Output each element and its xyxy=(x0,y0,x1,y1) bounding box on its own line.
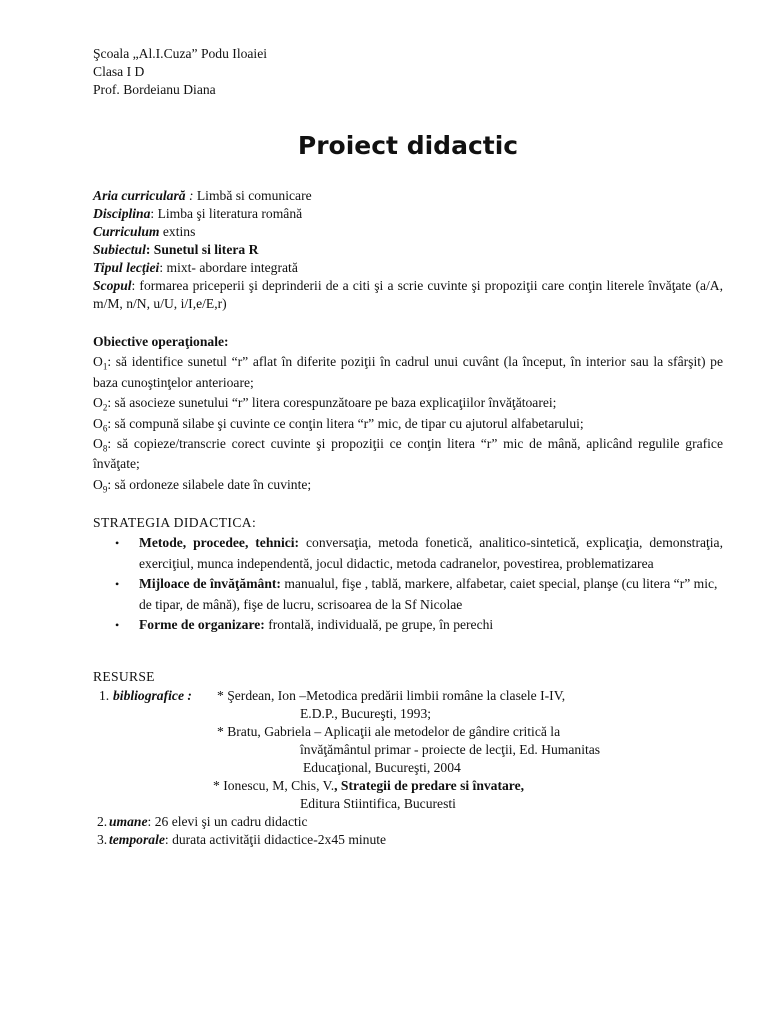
resources-heading: RESURSE xyxy=(93,669,155,684)
umane-row xyxy=(93,813,733,831)
objective-letter: O xyxy=(93,415,103,431)
objective-letter: O xyxy=(93,436,103,452)
tipul-value: : mixt- abordare integrată xyxy=(159,260,298,275)
class-name: Clasa I D xyxy=(93,64,145,79)
scopul-value: : formarea priceperii şi deprinderii de a citi şi a scrie cuvinte şi propoziţii care conţin literele învăţate (a/A, m/M, n/N, u/U, i/I,e/E,r) xyxy=(93,278,723,311)
disciplina-value: : Limba şi literatura română xyxy=(150,206,303,221)
umane-label: umane xyxy=(109,814,148,829)
strategy-item-text: frontală, individuală, pe grupe, în perechi xyxy=(264,617,494,633)
resources-section xyxy=(93,668,733,849)
bib-entry: Editura Stiintifica, Bucuresti xyxy=(300,796,456,811)
objective-text: : să ordoneze silabele date în cuvinte; xyxy=(107,476,312,492)
bib-title: , Strategii de predare si învatare, xyxy=(334,778,525,793)
bib-row xyxy=(93,795,733,813)
meta-disciplina xyxy=(93,205,723,223)
bullet-icon: • xyxy=(115,577,120,592)
curriculum-label: Curriculum xyxy=(93,224,160,239)
bib-entry xyxy=(213,777,524,795)
page-title: Proiect didactic xyxy=(297,131,519,160)
subiectul-label: Subiectul xyxy=(93,242,146,257)
bib-number: 1. xyxy=(99,688,110,703)
objectives-heading: Obiective operaţionale: xyxy=(93,334,229,349)
teacher-name: Prof. Bordeianu Diana xyxy=(93,82,216,97)
meta-aria xyxy=(93,187,723,205)
meta-scopul xyxy=(93,277,723,313)
bib-entry: * Bratu, Gabriela – Aplicaţii ale metodelor de gândire critică la xyxy=(217,724,561,739)
objective-text: : să identifice sunetul “r” aflat în diferite poziţii în cadrul unui cuvânt (la început, în interior sau la sfârşit) pe baza cunoştinţelor anterioare; xyxy=(93,354,723,390)
umane-text xyxy=(109,813,308,831)
strategy-item-text: manualul, fişe , tablă, markere, alfabetar, caiet special, planşe (cu litera “r” mic, de tipar, de mână), fişe de lucru, scrisoarea de la Sf Nicolae xyxy=(139,576,718,612)
objective-text: : să compună silabe şi cuvinte ce conţin litera “r” mic, de tipar cu ajutorul alfabetarului; xyxy=(107,415,584,431)
objective-letter: O xyxy=(93,354,103,370)
strategy-item-forms xyxy=(93,615,723,635)
objective-number: 6 xyxy=(102,423,108,434)
temporale-row xyxy=(93,831,733,849)
strategy-item-text: conversaţia, metoda fonetică, analitico-sintetică, explicaţia, demonstraţia, exerciţiul, munca independentă, jocul didactic, metoda cadranelor, povestirea, problematizarea xyxy=(139,535,723,571)
strategy-heading xyxy=(93,513,723,533)
objective-number: 2 xyxy=(102,402,108,413)
subiectul-value: : Sunetul si litera R xyxy=(145,242,259,257)
temporale-value: : durata activităţii didactice-2x45 minute xyxy=(164,832,387,847)
bib-row xyxy=(93,777,733,795)
objective-item xyxy=(93,475,723,495)
umane-value: : 26 elevi şi un cadru didactic xyxy=(147,814,308,829)
strategy-item-label: Metode, procedee, tehnici: xyxy=(139,535,300,551)
school-name: Şcoala „Al.I.Cuza” Podu Iloaiei xyxy=(93,46,268,61)
bullet-icon: • xyxy=(115,536,120,551)
umane-number: 2. xyxy=(97,814,108,829)
strategy-heading-colon: : xyxy=(252,515,257,530)
aria-value: Limbă si comunicare xyxy=(196,188,312,203)
bullet-icon: • xyxy=(115,618,120,633)
bib-row xyxy=(93,705,733,723)
objective-item xyxy=(93,352,723,393)
aria-sep: : xyxy=(185,188,197,203)
objectives-section xyxy=(93,332,723,495)
objective-item xyxy=(93,393,723,413)
meta-subiectul xyxy=(93,241,723,259)
scopul-label: Scopul xyxy=(93,278,132,293)
meta-curriculum xyxy=(93,223,723,241)
objective-item xyxy=(93,434,723,475)
objective-text: : să copieze/transcrie corect cuvinte şi propoziţii ce conţin litera “r” mic de mână, aplicând regulile grafice învăţate; xyxy=(93,436,723,472)
bib-row xyxy=(93,741,733,759)
temporale-text xyxy=(109,831,386,849)
bib-entry: Educaţional, Bucureşti, 2004 xyxy=(303,760,461,775)
disciplina-label: Disciplina xyxy=(93,206,151,221)
bib-label: bibliografice : xyxy=(113,688,192,703)
document-header xyxy=(93,45,267,99)
objective-number: 1 xyxy=(102,362,108,373)
strategy-item-label: Forme de organizare: xyxy=(139,617,265,633)
temporale-number: 3. xyxy=(97,832,108,847)
strategy-heading-text: STRATEGIA DIDACTICA xyxy=(93,515,253,530)
objective-text: : să asocieze sunetului “r” litera corespunzătoare pe baza explicaţiilor învăţătoarei; xyxy=(107,395,557,411)
strategy-item-means xyxy=(93,574,723,615)
tipul-label: Tipul lecţiei xyxy=(93,260,160,275)
objective-number: 9 xyxy=(102,484,108,495)
lesson-meta xyxy=(93,187,723,313)
objective-item xyxy=(93,414,723,434)
temporale-label: temporale xyxy=(109,832,165,847)
bib-author: * Ionescu, M, Chis, V. xyxy=(213,778,335,793)
bib-entry: * Şerdean, Ion –Metodica predării limbii române la clasele I-IV, xyxy=(217,688,566,703)
bib-row xyxy=(93,759,733,777)
bib-row xyxy=(93,723,733,741)
aria-label: Aria curriculară xyxy=(93,188,186,203)
curriculum-value: extins xyxy=(159,224,196,239)
objective-number: 8 xyxy=(102,443,108,454)
bib-entry: învăţământul primar - proiecte de lecţii, Ed. Humanitas xyxy=(300,742,601,757)
meta-tipul xyxy=(93,259,723,277)
bib-row xyxy=(93,687,733,705)
strategy-item-methods xyxy=(93,533,723,574)
objective-letter: O xyxy=(93,476,103,492)
strategy-item-label: Mijloace de învăţământ: xyxy=(139,576,281,592)
bib-entry: E.D.P., Bucureşti, 1993; xyxy=(300,706,432,721)
strategy-section xyxy=(93,513,723,635)
objective-letter: O xyxy=(93,395,103,411)
